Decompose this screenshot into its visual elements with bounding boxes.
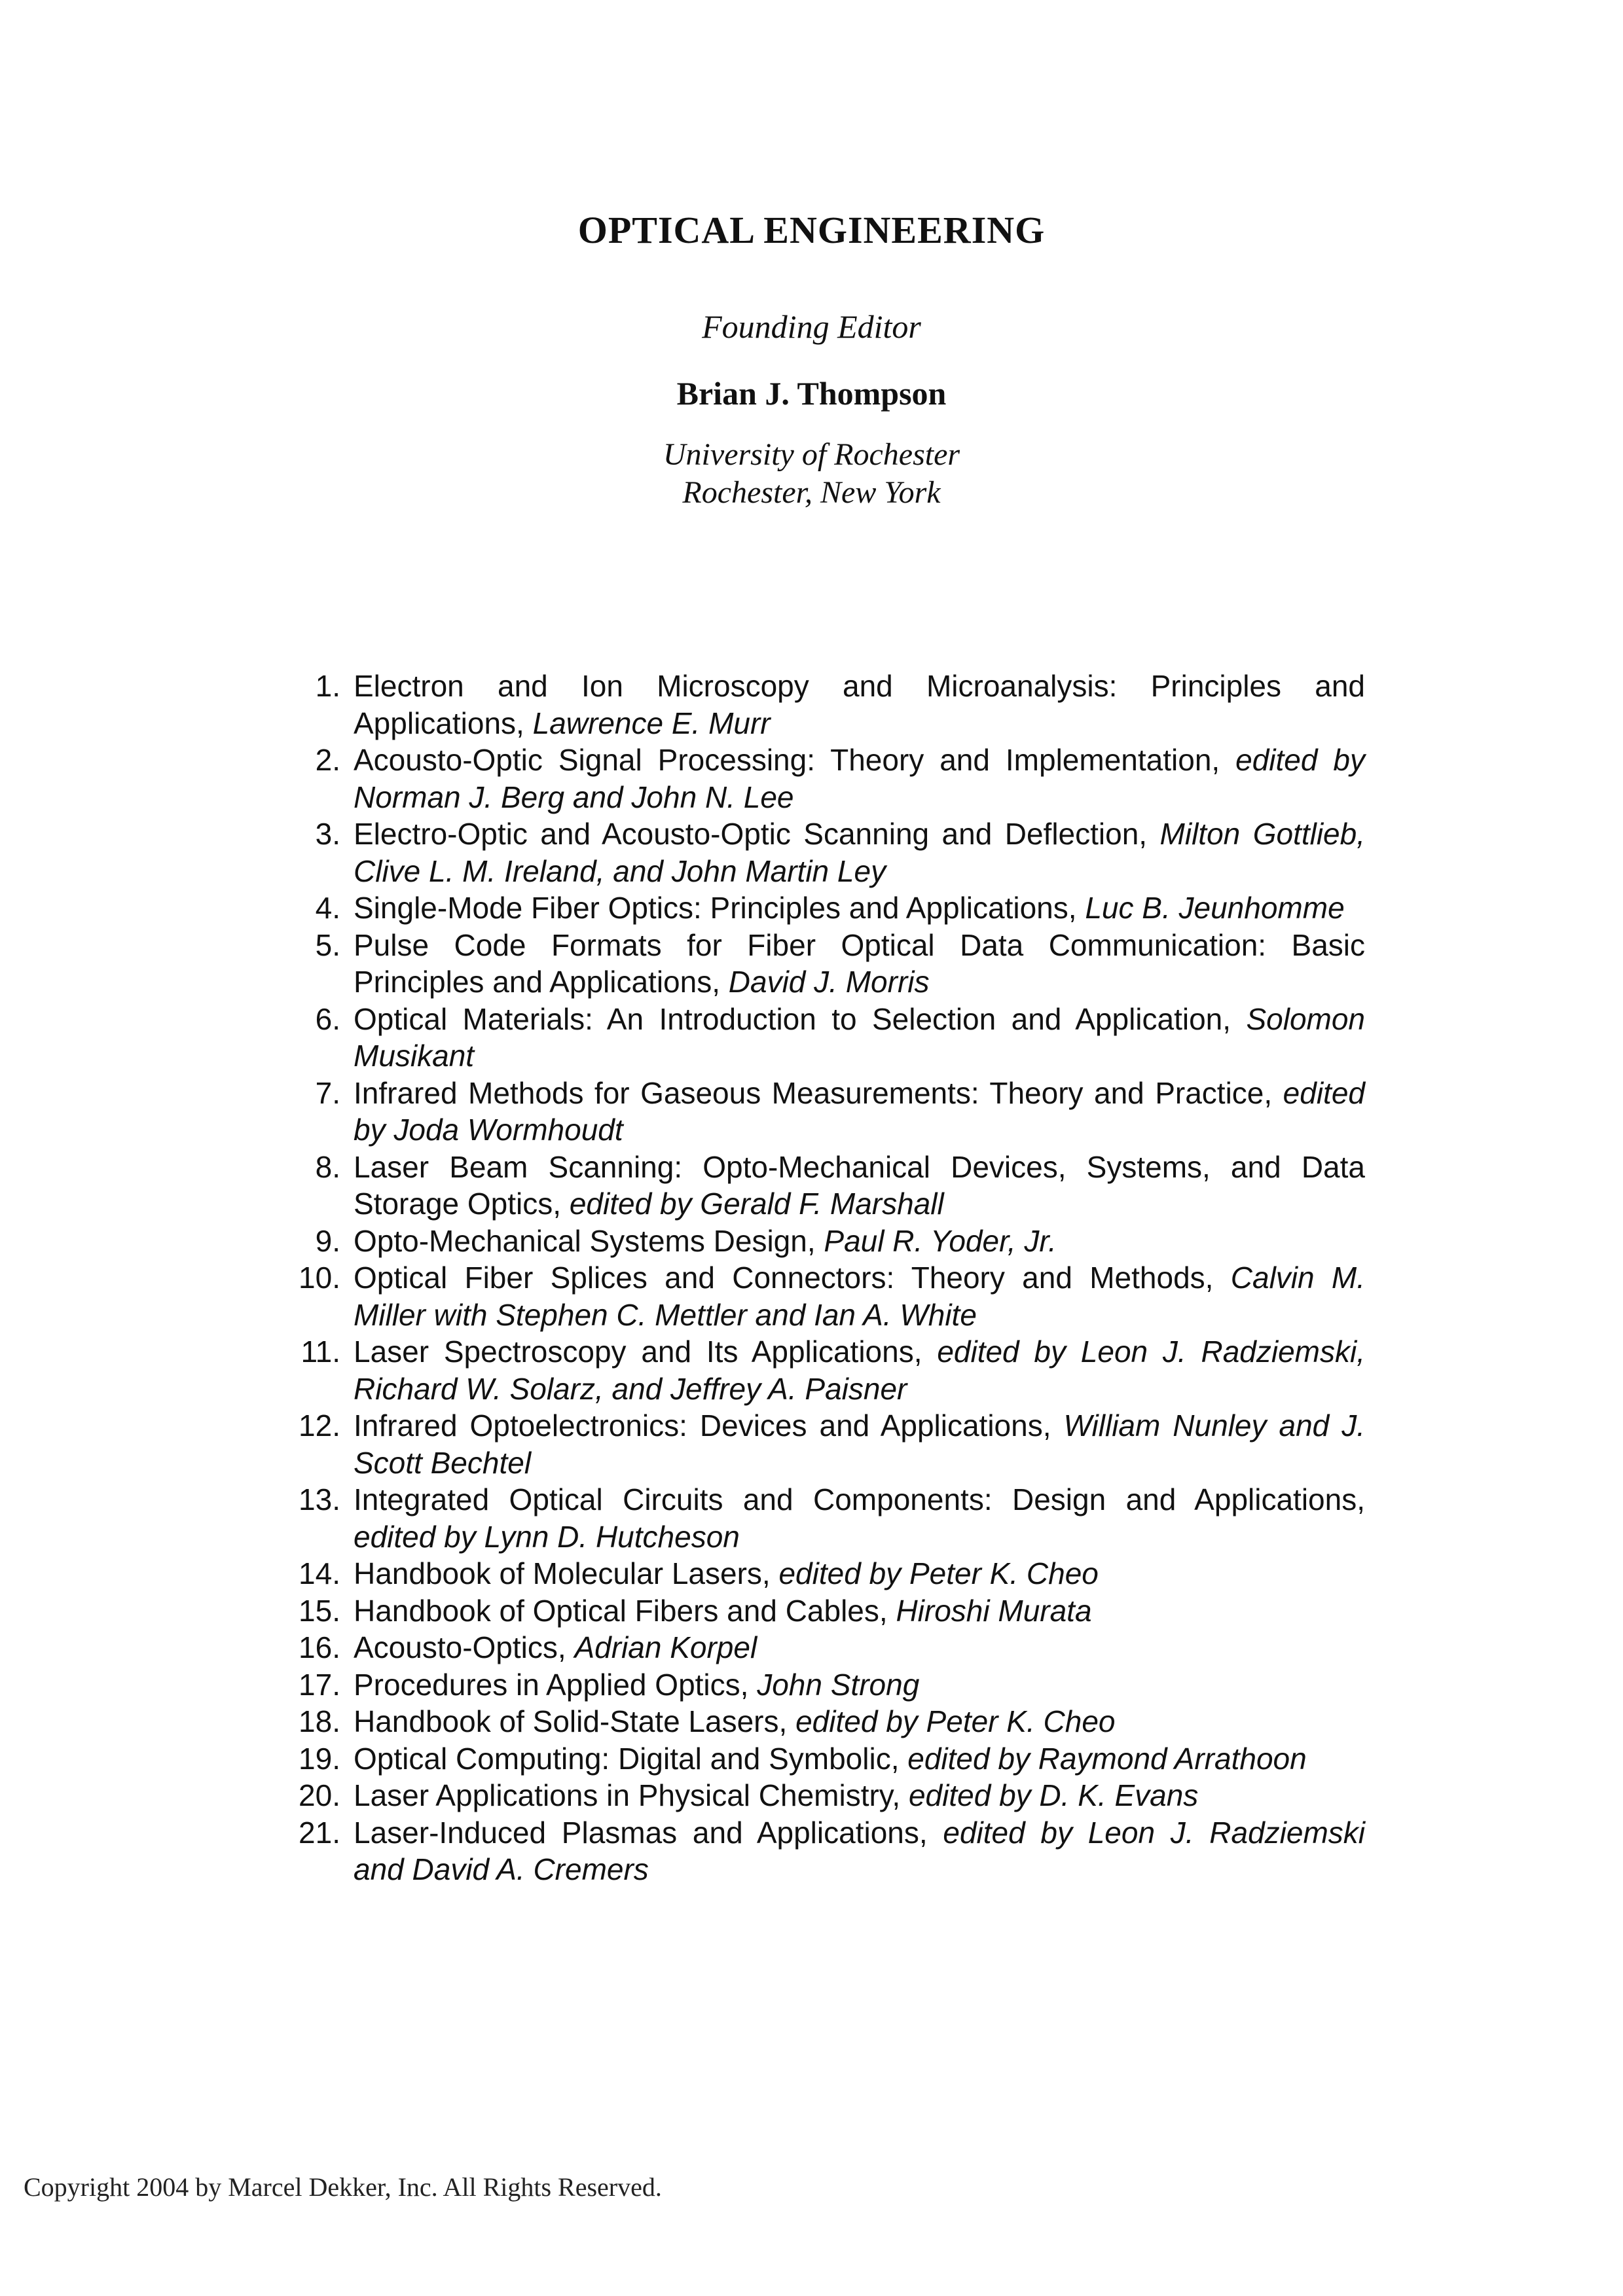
editor-role: Founding Editor: [702, 308, 921, 345]
list-item: [275, 1481, 1365, 1555]
book-title: Electron and Ion Microscopy and Microanalysis: Principles and Applications,: [354, 669, 1365, 740]
affiliation-location: Rochester, New York: [682, 475, 941, 510]
book-number: 13.: [299, 1482, 340, 1516]
list-item: [275, 1666, 1365, 1704]
book-author: Calvin M. Miller with Stephen C. Mettler and Ian A. White: [354, 1261, 1365, 1332]
editor-name: Brian J. Thompson: [676, 375, 947, 412]
list-item: [275, 1555, 1365, 1592]
list-item: [275, 1333, 1365, 1407]
list-item: [275, 1777, 1365, 1814]
book-author: edited by Peter K. Cheo: [778, 1556, 1099, 1590]
book-title: Infrared Optoelectronics: Devices and Applications,: [354, 1408, 1051, 1443]
list-item: [275, 1703, 1365, 1740]
list-item: [275, 1592, 1365, 1630]
list-item: [275, 816, 1365, 889]
book-number: 5.: [315, 927, 340, 962]
book-title: Handbook of Optical Fibers and Cables,: [354, 1593, 888, 1628]
book-number: 21.: [299, 1815, 340, 1850]
book-title: Electro-Optic and Acousto-Optic Scanning and Deflection,: [354, 817, 1148, 851]
book-title: Optical Computing: Digital and Symbolic,: [354, 1741, 900, 1776]
book-number: 15.: [299, 1593, 340, 1628]
book-title: Optical Materials: An Introduction to Selection and Application,: [354, 1001, 1231, 1036]
book-title: Single-Mode Fiber Optics: Principles and Applications,: [354, 891, 1077, 925]
book-author: Lawrence E. Murr: [532, 706, 771, 740]
book-number: 4.: [315, 891, 340, 925]
book-list: [275, 668, 1365, 1888]
list-item: [275, 1814, 1365, 1888]
list-item: [275, 668, 1365, 742]
list-item: [275, 1407, 1365, 1481]
book-author: edited by Peter K. Cheo: [795, 1704, 1116, 1738]
list-item: [275, 1629, 1365, 1666]
book-title: Laser-Induced Plasmas and Applications,: [354, 1815, 928, 1850]
book-author: Solomon Musikant: [354, 1001, 1366, 1073]
list-item: [275, 1075, 1365, 1149]
book-author: David J. Morris: [728, 965, 930, 999]
book-number: 7.: [315, 1075, 340, 1110]
book-author: edited by Leon J. Radziemski and David A. Cremers: [354, 1815, 1365, 1886]
book-title: Optical Fiber Splices and Connectors: Theory and Methods,: [354, 1261, 1214, 1295]
book-author: edited by Joda Wormhoudt: [354, 1075, 1365, 1147]
book-title: Integrated Optical Circuits and Components: Design and Applications,: [354, 1482, 1365, 1516]
book-author: edited by Gerald F. Marshall: [569, 1187, 944, 1221]
book-title: Acousto-Optic Signal Processing: Theory and Implementation,: [354, 743, 1220, 777]
book-title: Laser Spectroscopy and Its Applications,: [354, 1335, 922, 1369]
book-number: 11.: [301, 1335, 340, 1369]
book-author: Paul R. Yoder, Jr.: [824, 1223, 1057, 1258]
book-title: Procedures in Applied Optics,: [354, 1667, 749, 1702]
editor-affiliation: [0, 436, 1623, 512]
list-item: [275, 889, 1365, 927]
book-number: 2.: [315, 743, 340, 777]
list-item: [275, 1740, 1365, 1778]
book-number: 3.: [315, 817, 340, 851]
list-item: [275, 1223, 1365, 1260]
book-number: 19.: [299, 1741, 340, 1776]
book-title: Opto-Mechanical Systems Design,: [354, 1223, 816, 1258]
book-author: Hiroshi Murata: [896, 1593, 1092, 1628]
book-author: Adrian Korpel: [574, 1630, 757, 1664]
book-author: John Strong: [757, 1667, 920, 1702]
series-title: OPTICAL ENGINEERING: [577, 209, 1046, 251]
list-item: [275, 1001, 1365, 1075]
book-number: 6.: [315, 1001, 340, 1036]
list-item: [275, 1149, 1365, 1223]
book-author: edited by Raymond Arrathoon: [907, 1741, 1307, 1776]
affiliation-university: University of Rochester: [663, 437, 960, 472]
book-title: Laser Applications in Physical Chemistry,: [354, 1778, 901, 1812]
book-number: 8.: [315, 1149, 340, 1184]
book-number: 20.: [299, 1778, 340, 1812]
book-author: edited by Lynn D. Hutcheson: [354, 1519, 740, 1554]
book-title: Acousto-Optics,: [354, 1630, 566, 1664]
book-title: Laser Beam Scanning: Opto-Mechanical Devices, Systems, and Data Storage Optics,: [354, 1149, 1365, 1221]
book-author: edited by Leon J. Radziemski, Richard W. Solarz, and Jeffrey A. Paisner: [354, 1335, 1366, 1406]
book-title: Handbook of Solid-State Lasers,: [354, 1704, 788, 1738]
list-item: [275, 1259, 1365, 1333]
book-title: Handbook of Molecular Lasers,: [354, 1556, 771, 1590]
book-author: Milton Gottlieb, Clive L. M. Ireland, and John Martin Ley: [354, 817, 1366, 888]
book-number: 12.: [299, 1408, 340, 1443]
book-title: Infrared Methods for Gaseous Measurements: Theory and Practice,: [354, 1075, 1273, 1110]
book-title: Pulse Code Formats for Fiber Optical Data Communication: Basic Principles and Applications,: [354, 927, 1365, 999]
list-item: [275, 742, 1365, 816]
book-author: edited by Norman J. Berg and John N. Lee: [354, 743, 1366, 814]
book-number: 17.: [299, 1667, 340, 1702]
book-number: 10.: [299, 1261, 340, 1295]
list-item: [275, 927, 1365, 1001]
book-author: edited by D. K. Evans: [908, 1778, 1199, 1812]
book-number: 1.: [315, 669, 340, 703]
book-author: William Nunley and J. Scott Bechtel: [354, 1408, 1365, 1480]
book-number: 14.: [299, 1556, 340, 1590]
copyright-notice: Copyright 2004 by Marcel Dekker, Inc. All Rights Reserved.: [24, 2172, 662, 2202]
book-number: 9.: [315, 1223, 340, 1258]
book-number: 18.: [299, 1704, 340, 1738]
book-number: 16.: [299, 1630, 340, 1664]
book-author: Luc B. Jeunhomme: [1085, 891, 1345, 925]
